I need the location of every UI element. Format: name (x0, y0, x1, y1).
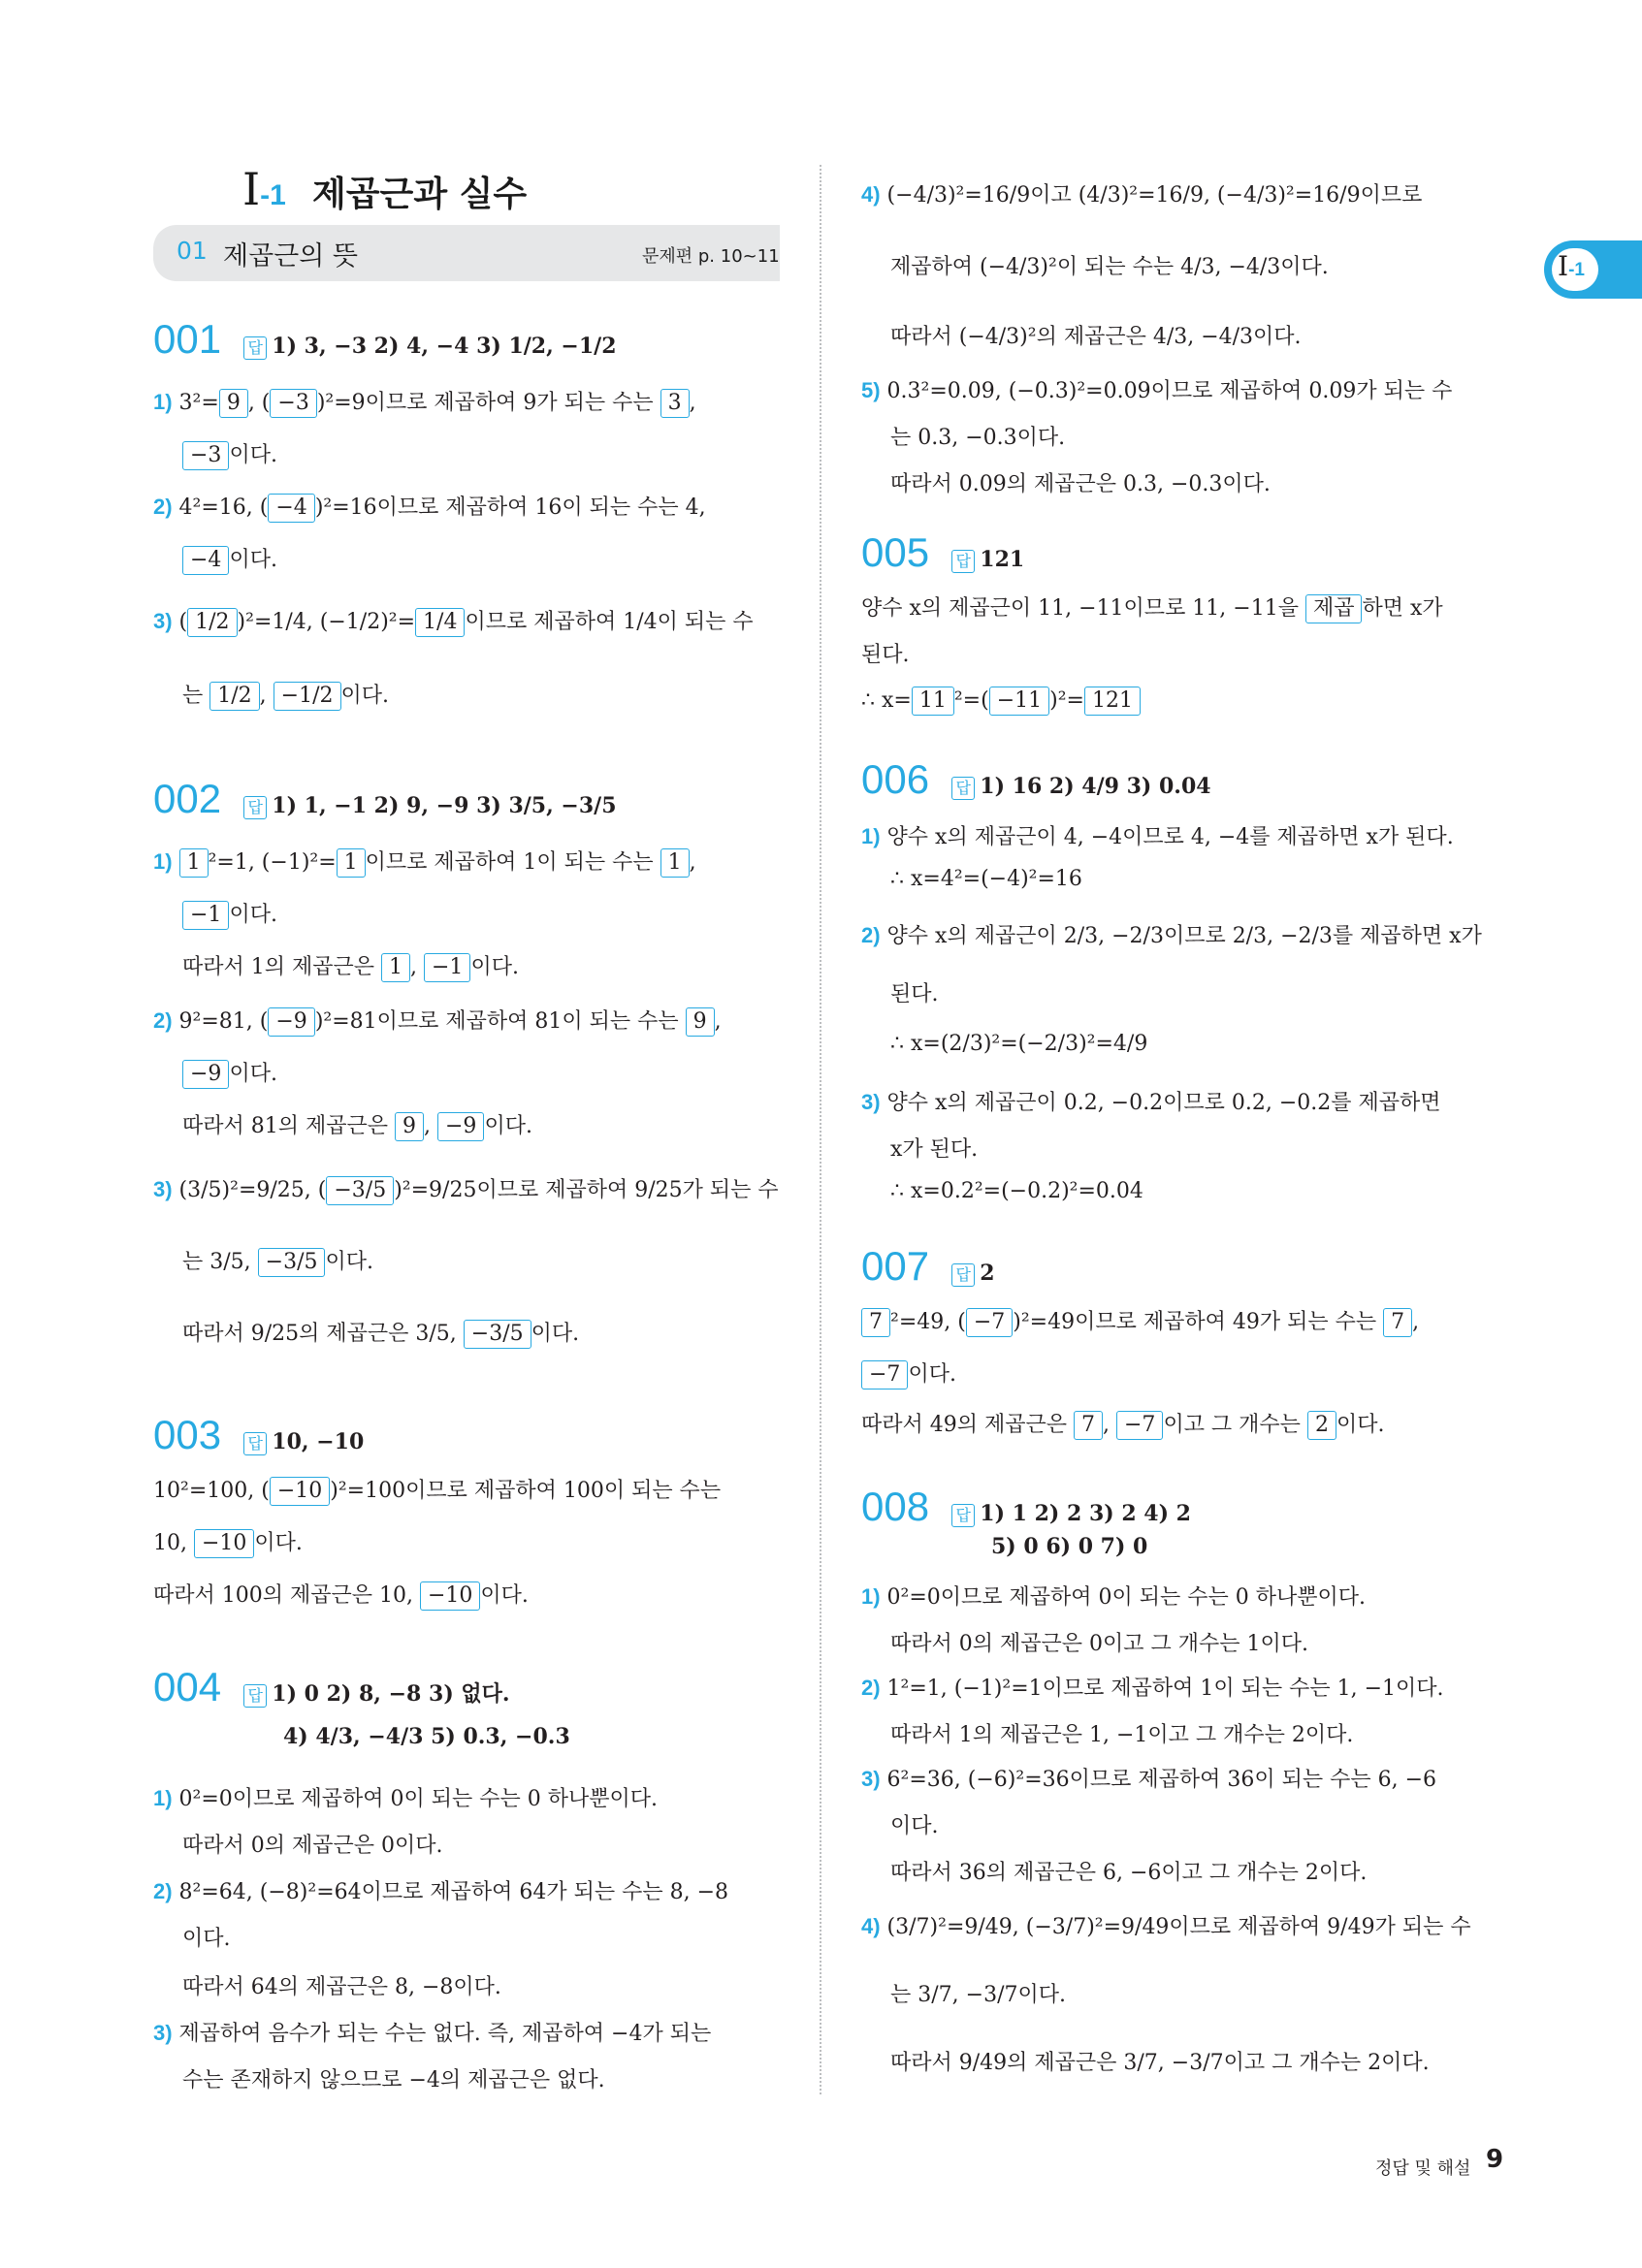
solution-line: 3) 제곱하여 음수가 되는 수는 없다. 즉, 제곱하여 −4가 되는 (153, 2021, 712, 2046)
solution-line: 따라서 100의 제곱근은 10, −10 이다. (153, 1579, 529, 1611)
boxed-answer: 1/2 (209, 682, 259, 711)
step-marker: 3) (153, 1177, 173, 1201)
solution-line: 3) (3/5)²=9/25, ( −3/5 )²=9/25이므로 제곱하여 9/25가 되는 수 (153, 1173, 779, 1205)
boxed-answer: 1/2 (187, 608, 237, 637)
boxed-answer: 1/4 (415, 608, 465, 637)
section-reference: 문제편 p. 10~11 (642, 246, 780, 267)
problem-008 (861, 1484, 1191, 1530)
answer-text: 1) 1 2) 2 3) 2 4) 2 (980, 1501, 1191, 1526)
boxed-answer: 1 (337, 848, 366, 878)
answer-text-continued: 5) 0 6) 0 7) 0 (991, 1534, 1148, 1559)
solution-line: 수는 존재하지 않으므로 −4의 제곱근은 없다. (182, 2068, 605, 2092)
solution-line: 10, −10 이다. (153, 1526, 303, 1558)
solution-line: 따라서 (−4/3)²의 제곱근은 4/3, −4/3이다. (890, 325, 1302, 349)
solution-line: 는 1/2 , −1/2 이다. (182, 679, 389, 711)
boxed-answer: 9 (219, 389, 248, 418)
answer-text: 1) 3, −3 2) 4, −4 3) 1/2, −1/2 (272, 334, 617, 359)
boxed-answer: 1 (660, 848, 690, 878)
solution-line: 양수 x의 제곱근이 11, −11이므로 11, −11을 제곱 하면 x가 (861, 591, 1443, 623)
problem-number: 001 (153, 316, 222, 362)
boxed-answer: 제곱 (1305, 594, 1363, 623)
solution-line: 이다. (182, 1927, 231, 1951)
solution-line: −3 이다. (182, 438, 277, 470)
footer-label: 정답 및 해설 (1375, 2158, 1471, 2179)
boxed-answer: 121 (1084, 687, 1141, 716)
solution-line: 2) 4²=16, ( −4 )²=16이므로 제곱하여 16이 되는 수는 4, (153, 491, 706, 523)
step-marker: 2) (153, 1879, 173, 1903)
boxed-answer: −10 (270, 1477, 330, 1506)
solution-line: 3) 양수 x의 제곱근이 0.2, −0.2이므로 0.2, −0.2를 제곱하면 (861, 1090, 1441, 1115)
side-tab-label: I-1 (1558, 250, 1585, 282)
step-marker: 4) (861, 182, 881, 207)
boxed-answer: −3/5 (258, 1248, 326, 1277)
problem-001 (153, 316, 617, 363)
answer-badge: 답 (243, 1432, 267, 1455)
problem-004 (153, 1664, 510, 1710)
answer-text: 1) 1, −1 2) 9, −9 3) 3/5, −3/5 (272, 793, 617, 818)
boxed-answer: 3 (660, 389, 690, 418)
answer-text: 1) 16 2) 4/9 3) 0.04 (980, 774, 1211, 799)
answer-badge: 답 (951, 1263, 975, 1287)
solution-line: 따라서 0의 제곱근은 0이다. (182, 1834, 443, 1858)
solution-line: 1) 0²=0이므로 제곱하여 0이 되는 수는 0 하나뿐이다. (153, 1786, 659, 1811)
boxed-answer: −1 (424, 953, 470, 982)
boxed-answer: 7 (861, 1308, 890, 1337)
boxed-answer: −9 (182, 1060, 229, 1089)
boxed-answer: −7 (861, 1360, 908, 1390)
step-marker: 3) (861, 1090, 881, 1114)
problem-007 (861, 1243, 995, 1290)
step-marker: 1) (153, 390, 173, 414)
boxed-answer: 9 (395, 1112, 424, 1141)
solution-line: 된다. (890, 982, 939, 1006)
step-marker: 3) (861, 1767, 881, 1791)
solution-line: ∴ x=(2/3)²=(−2/3)²=4/9 (890, 1032, 1148, 1056)
section-title: 제곱근의 뜻 (223, 241, 358, 272)
solution-line: 따라서 64의 제곱근은 8, −8이다. (182, 1975, 501, 1999)
solution-line: ∴ x=0.2²=(−0.2)²=0.04 (890, 1179, 1143, 1203)
boxed-answer: −3/5 (326, 1176, 394, 1205)
boxed-answer: −4 (182, 546, 229, 575)
problem-number: 005 (861, 529, 930, 575)
solution-line: 2) 8²=64, (−8)²=64이므로 제곱하여 64가 되는 수는 8, −8 (153, 1879, 729, 1904)
boxed-answer: −3 (182, 441, 229, 470)
solution-line: ∴ x= 11 ²=( −11 )²= 121 (861, 687, 1141, 716)
boxed-answer: −9 (268, 1007, 314, 1037)
answer-text: 121 (980, 547, 1025, 572)
boxed-answer: −3 (270, 389, 316, 418)
chapter-number: I-1 (242, 163, 286, 215)
step-marker: 5) (861, 378, 881, 402)
solution-line: 따라서 9/25의 제곱근은 3/5, −3/5 이다. (182, 1317, 579, 1349)
boxed-answer: 11 (912, 687, 954, 716)
chapter-title: 제곱근과 실수 (312, 175, 528, 214)
column-divider (820, 165, 821, 2094)
step-marker: 3) (153, 2021, 173, 2045)
answer-badge: 답 (243, 336, 267, 360)
solution-line: 1) 0²=0이므로 제곱하여 0이 되는 수는 0 하나뿐이다. (861, 1584, 1367, 1610)
solution-line: −4 이다. (182, 543, 277, 575)
solution-line: 따라서 0의 제곱근은 0이고 그 개수는 1이다. (890, 1632, 1308, 1656)
solution-line: 따라서 9/49의 제곱근은 3/7, −3/7이고 그 개수는 2이다. (890, 2051, 1430, 2075)
solution-line: 따라서 81의 제곱근은 9 , −9 이다. (182, 1109, 532, 1141)
solution-line: 는 3/7, −3/7이다. (890, 1983, 1066, 2007)
solution-line: −1 이다. (182, 898, 277, 930)
solution-line: 따라서 1의 제곱근은 1 , −1 이다. (182, 950, 519, 982)
boxed-answer: 1 (179, 848, 209, 878)
problem-005 (861, 529, 1024, 576)
answer-text: 10, −10 (272, 1429, 365, 1454)
solution-line: 이다. (890, 1814, 939, 1838)
solution-line: 2) 양수 x의 제곱근이 2/3, −2/3이므로 2/3, −2/3를 제곱하면 x가 (861, 923, 1482, 948)
page-number: 9 (1486, 2145, 1504, 2174)
boxed-answer: −4 (268, 494, 314, 523)
solution-line: ∴ x=4²=(−4)²=16 (890, 867, 1082, 891)
step-marker: 2) (153, 495, 173, 519)
answer-badge: 답 (243, 796, 267, 819)
boxed-answer: −11 (989, 687, 1049, 716)
solution-line: 따라서 1의 제곱근은 1, −1이고 그 개수는 2이다. (890, 1723, 1354, 1747)
solution-line: 3) 6²=36, (−6)²=36이므로 제곱하여 36이 되는 수는 6, −6 (861, 1767, 1437, 1792)
boxed-answer: −10 (194, 1529, 254, 1558)
solution-line: 4) (3/7)²=9/49, (−3/7)²=9/49이므로 제곱하여 9/49가 되는 수 (861, 1914, 1471, 1939)
solution-line: 1) 1 ²=1, (−1)²= 1 이므로 제곱하여 1이 되는 수는 1 , (153, 846, 696, 878)
problem-006 (861, 756, 1211, 803)
solution-line: 따라서 36의 제곱근은 6, −6이고 그 개수는 2이다. (890, 1861, 1368, 1885)
problem-number: 007 (861, 1243, 930, 1289)
solution-line: −7 이다. (861, 1358, 956, 1390)
step-marker: 2) (861, 1676, 881, 1700)
problem-number: 008 (861, 1484, 930, 1529)
solution-line: 제곱하여 (−4/3)²이 되는 수는 4/3, −4/3이다. (890, 255, 1329, 279)
solution-line: 따라서 0.09의 제곱근은 0.3, −0.3이다. (890, 472, 1271, 496)
boxed-answer: 9 (686, 1007, 715, 1037)
problem-number: 004 (153, 1664, 222, 1709)
answer-badge: 답 (243, 1684, 267, 1708)
solution-line: 5) 0.3²=0.09, (−0.3)²=0.09이므로 제곱하여 0.09가 되는 수 (861, 378, 1453, 403)
solution-line: 된다. (861, 643, 910, 667)
solution-line: 4) (−4/3)²=16/9이고 (4/3)²=16/9, (−4/3)²=16/9이므로 (861, 182, 1423, 208)
solution-line: 는 3/5, −3/5 이다. (182, 1245, 373, 1277)
boxed-answer: 1 (381, 953, 410, 982)
solution-line: 1) 3²= 9 , ( −3 )²=9이므로 제곱하여 9가 되는 수는 3 , (153, 386, 696, 418)
solution-line: 따라서 49의 제곱근은 7 , −7 이고 그 개수는 2 이다. (861, 1408, 1384, 1440)
solution-line: 는 0.3, −0.3이다. (890, 426, 1066, 450)
step-marker: 1) (861, 824, 881, 848)
answer-badge: 답 (951, 777, 975, 800)
problem-002 (153, 776, 617, 822)
boxed-answer: −9 (437, 1112, 484, 1141)
step-marker: 3) (153, 609, 173, 633)
boxed-answer: 7 (1383, 1308, 1412, 1337)
step-marker: 1) (153, 1786, 173, 1810)
step-marker: 1) (861, 1584, 881, 1609)
solution-line: 2) 9²=81, ( −9 )²=81이므로 제곱하여 81이 되는 수는 9 , (153, 1005, 722, 1037)
solution-line: −9 이다. (182, 1057, 277, 1089)
boxed-answer: 7 (1074, 1411, 1103, 1440)
step-marker: 2) (153, 1008, 173, 1033)
solution-line: 1) 양수 x의 제곱근이 4, −4이므로 4, −4를 제곱하면 x가 된다. (861, 824, 1454, 849)
solution-line: 7 ²=49, ( −7 )²=49이므로 제곱하여 49가 되는 수는 7 , (861, 1305, 1419, 1337)
boxed-answer: −7 (966, 1308, 1013, 1337)
boxed-answer: −1/2 (274, 682, 341, 711)
answer-text: 1) 0 2) 8, −8 3) 없다. (272, 1681, 510, 1707)
solution-line: 3) ( 1/2 )²=1/4, (−1/2)²= 1/4 이므로 제곱하여 1/4이 되는 수 (153, 605, 754, 637)
boxed-answer: −1 (182, 901, 229, 930)
boxed-answer: 2 (1307, 1411, 1336, 1440)
solution-line: 2) 1²=1, (−1)²=1이므로 제곱하여 1이 되는 수는 1, −1이다. (861, 1676, 1444, 1701)
solution-line: 10²=100, ( −10 )²=100이므로 제곱하여 100이 되는 수는 (153, 1474, 721, 1506)
step-marker: 4) (861, 1914, 881, 1938)
answer-badge: 답 (951, 550, 975, 573)
answer-text: 2 (980, 1261, 995, 1286)
problem-number: 002 (153, 776, 222, 821)
boxed-answer: −7 (1116, 1411, 1163, 1440)
problem-number: 003 (153, 1412, 222, 1457)
section-number: 01 (177, 237, 208, 265)
problem-number: 006 (861, 756, 930, 802)
problem-003 (153, 1412, 364, 1458)
boxed-answer: −10 (420, 1581, 480, 1611)
boxed-answer: −3/5 (464, 1320, 531, 1349)
solution-line: x가 된다. (890, 1137, 979, 1162)
step-marker: 2) (861, 923, 881, 947)
answer-text-continued: 4) 4/3, −4/3 5) 0.3, −0.3 (283, 1724, 570, 1749)
step-marker: 1) (153, 849, 173, 874)
answer-badge: 답 (951, 1504, 975, 1527)
